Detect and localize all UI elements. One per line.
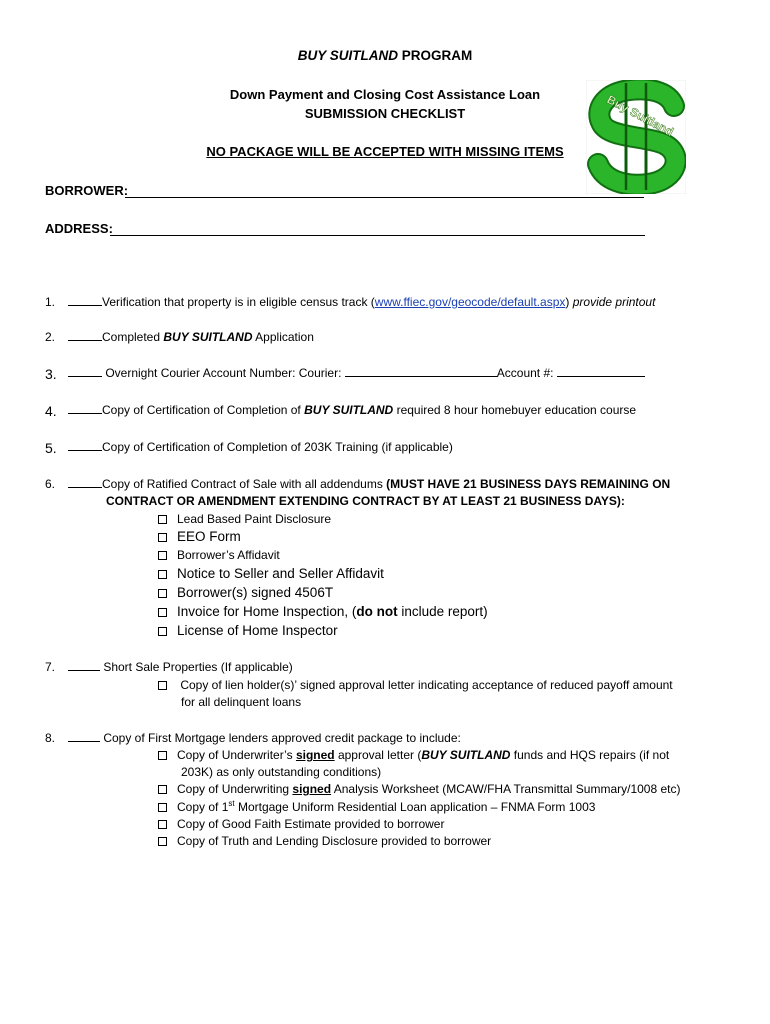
- sub-item-cont: 203K) as only outstanding conditions): [181, 765, 382, 779]
- checkbox-icon[interactable]: [158, 785, 167, 794]
- item-blank[interactable]: [68, 366, 102, 377]
- checkbox-icon[interactable]: [158, 837, 167, 846]
- sub-item-label-tail: include report): [397, 604, 488, 619]
- sub-item-label: EEO Form: [177, 529, 241, 544]
- checklist-item-4: [68, 403, 636, 417]
- item-text-tail: Application: [252, 330, 314, 344]
- item-number: 1.: [45, 295, 56, 309]
- sub-item-label-tail: Analysis Worksheet (MCAW/FHA Transmittal Summary/1008 etc): [331, 782, 681, 796]
- item-number: 5.: [45, 440, 57, 456]
- warning-text: NO PACKAGE WILL BE ACCEPTED WITH MISSING ITEMS: [206, 144, 564, 159]
- item-text-tail: ): [565, 295, 573, 309]
- item-text: Copy of First Mortgage lenders approved credit package to include:: [100, 731, 461, 745]
- checkbox-icon[interactable]: [158, 589, 167, 598]
- doc-subtitle: SUBMISSION CHECKLIST: [304, 106, 466, 121]
- item-text-tail: required 8 hour homebuyer education course: [393, 403, 637, 417]
- checklist-item-1: [68, 295, 655, 309]
- checkbox-icon[interactable]: [158, 681, 167, 690]
- checklist-item-3: [68, 366, 645, 380]
- item-number: 7.: [45, 660, 56, 674]
- ffiec-link[interactable]: www.ffiec.gov/geocode/default.aspx: [374, 295, 566, 309]
- sub-item-emphasis: signed: [292, 782, 332, 796]
- item-number: 6.: [45, 477, 56, 491]
- sub-item-label-mid: approval letter (: [334, 748, 422, 762]
- sub-item[interactable]: [158, 748, 669, 762]
- item-number: 3.: [45, 366, 57, 382]
- sub-item-label: License of Home Inspector: [177, 623, 338, 638]
- sub-item-label: Invoice for Home Inspection, (: [177, 604, 357, 619]
- item-note: provide printout: [572, 295, 656, 309]
- program-name: BUY SUITLAND: [297, 48, 398, 63]
- checkbox-icon[interactable]: [158, 570, 167, 579]
- sub-item-label-tail: funds and HQS repairs (if not: [510, 748, 670, 762]
- sub-item[interactable]: [158, 529, 241, 544]
- sub-item[interactable]: [158, 566, 384, 581]
- checkbox-icon[interactable]: [158, 820, 167, 829]
- sub-item[interactable]: [158, 512, 331, 526]
- address-label: ADDRESS:: [45, 221, 113, 236]
- program-title: [0, 48, 770, 63]
- item-blank[interactable]: [68, 477, 102, 488]
- item-text: Copy of Certification of Completion of 203K Training (if applicable): [102, 440, 453, 454]
- sub-item[interactable]: [158, 678, 673, 692]
- account-field[interactable]: [557, 366, 645, 377]
- item-blank[interactable]: [68, 440, 102, 451]
- checklist-item-5: [68, 440, 453, 454]
- program-word: PROGRAM: [398, 48, 473, 63]
- sub-item-label: Notice to Seller and Seller Affidavit: [177, 566, 384, 581]
- sub-item[interactable]: [158, 604, 488, 619]
- item-requirement: (MUST HAVE 21 BUSINESS DAYS REMAINING ON: [386, 477, 671, 491]
- checkbox-icon[interactable]: [158, 627, 167, 636]
- account-label: Account #:: [496, 366, 557, 380]
- program-name-inline: BUY SUITLAND: [163, 330, 253, 344]
- courier-field[interactable]: [345, 366, 497, 377]
- sub-item[interactable]: [158, 782, 681, 796]
- sub-item-label: Copy of Underwriting: [177, 782, 293, 796]
- sub-item-label: Copy of Truth and Lending Disclosure provided to borrower: [177, 834, 492, 848]
- program-name-inline: BUY SUITLAND: [421, 748, 511, 762]
- superscript: st: [228, 799, 235, 808]
- sub-item-cont: for all delinquent loans: [181, 695, 302, 709]
- sub-item-label: Lead Based Paint Disclosure: [177, 512, 332, 526]
- sub-item[interactable]: [158, 585, 333, 600]
- sub-item-emphasis: signed: [295, 748, 335, 762]
- sub-item-label-tail: Mortgage Uniform Residential Loan application – FNMA Form 1003: [234, 800, 596, 814]
- sub-item-label: Copy of Good Faith Estimate provided to borrower: [177, 817, 445, 831]
- sub-item-label: Borrower’s Affidavit: [177, 548, 280, 562]
- item-blank[interactable]: [68, 403, 102, 414]
- item-text: Verification that property is in eligible census track (: [102, 295, 375, 309]
- sub-item[interactable]: [158, 834, 491, 848]
- item-blank[interactable]: [68, 731, 100, 742]
- checkbox-icon[interactable]: [158, 515, 167, 524]
- item-text: Copy of Ratified Contract of Sale with all addendums: [102, 477, 387, 491]
- item-number: 4.: [45, 403, 57, 419]
- checklist-item-2: [68, 330, 314, 344]
- sub-item-label: Copy of 1: [177, 800, 229, 814]
- checkbox-icon[interactable]: [158, 751, 167, 760]
- item-blank[interactable]: [68, 660, 100, 671]
- item-blank[interactable]: [68, 330, 102, 341]
- sub-item[interactable]: [158, 623, 338, 638]
- checkbox-icon[interactable]: [158, 533, 167, 542]
- checklist-item-6: [68, 477, 670, 491]
- item-number: 2.: [45, 330, 56, 344]
- buy-suitland-logo-icon: [586, 80, 686, 194]
- item-number: 8.: [45, 731, 56, 745]
- checkbox-icon[interactable]: [158, 803, 167, 812]
- sub-item-label: Copy of Underwriter’s: [177, 748, 296, 762]
- sub-item[interactable]: [158, 548, 280, 562]
- svg-text:Buy Suitland: Buy Suitland: [604, 92, 676, 140]
- sub-item-emphasis: do not: [356, 604, 398, 619]
- checkbox-icon[interactable]: [158, 608, 167, 617]
- sub-item[interactable]: [158, 799, 595, 814]
- checklist-item-7: [68, 660, 293, 674]
- address-field[interactable]: [110, 235, 645, 236]
- borrower-field[interactable]: [125, 197, 644, 198]
- sub-item-label: Copy of lien holder(s)’ signed approval letter indicating acceptance of reduced payoff amount: [177, 678, 673, 692]
- item-blank[interactable]: [68, 295, 102, 306]
- sub-item-label: Borrower(s) signed 4506T: [177, 585, 334, 600]
- doc-title: Down Payment and Closing Cost Assistance Loan: [229, 87, 541, 102]
- courier-label: Overnight Courier Account Number: Courier:: [102, 366, 345, 380]
- item-requirement-cont: CONTRACT OR AMENDMENT EXTENDING CONTRACT BY AT LEAST 21 BUSINESS DAYS):: [106, 494, 625, 508]
- sub-item[interactable]: [158, 817, 444, 831]
- item-text: Short Sale Properties (If applicable): [100, 660, 293, 674]
- program-name-inline: BUY SUITLAND: [304, 403, 394, 417]
- item-text: Completed: [102, 330, 164, 344]
- checklist-item-8: [68, 731, 461, 745]
- item-text: Copy of Certification of Completion of: [102, 403, 305, 417]
- checkbox-icon[interactable]: [158, 551, 167, 560]
- borrower-label: BORROWER:: [45, 183, 129, 198]
